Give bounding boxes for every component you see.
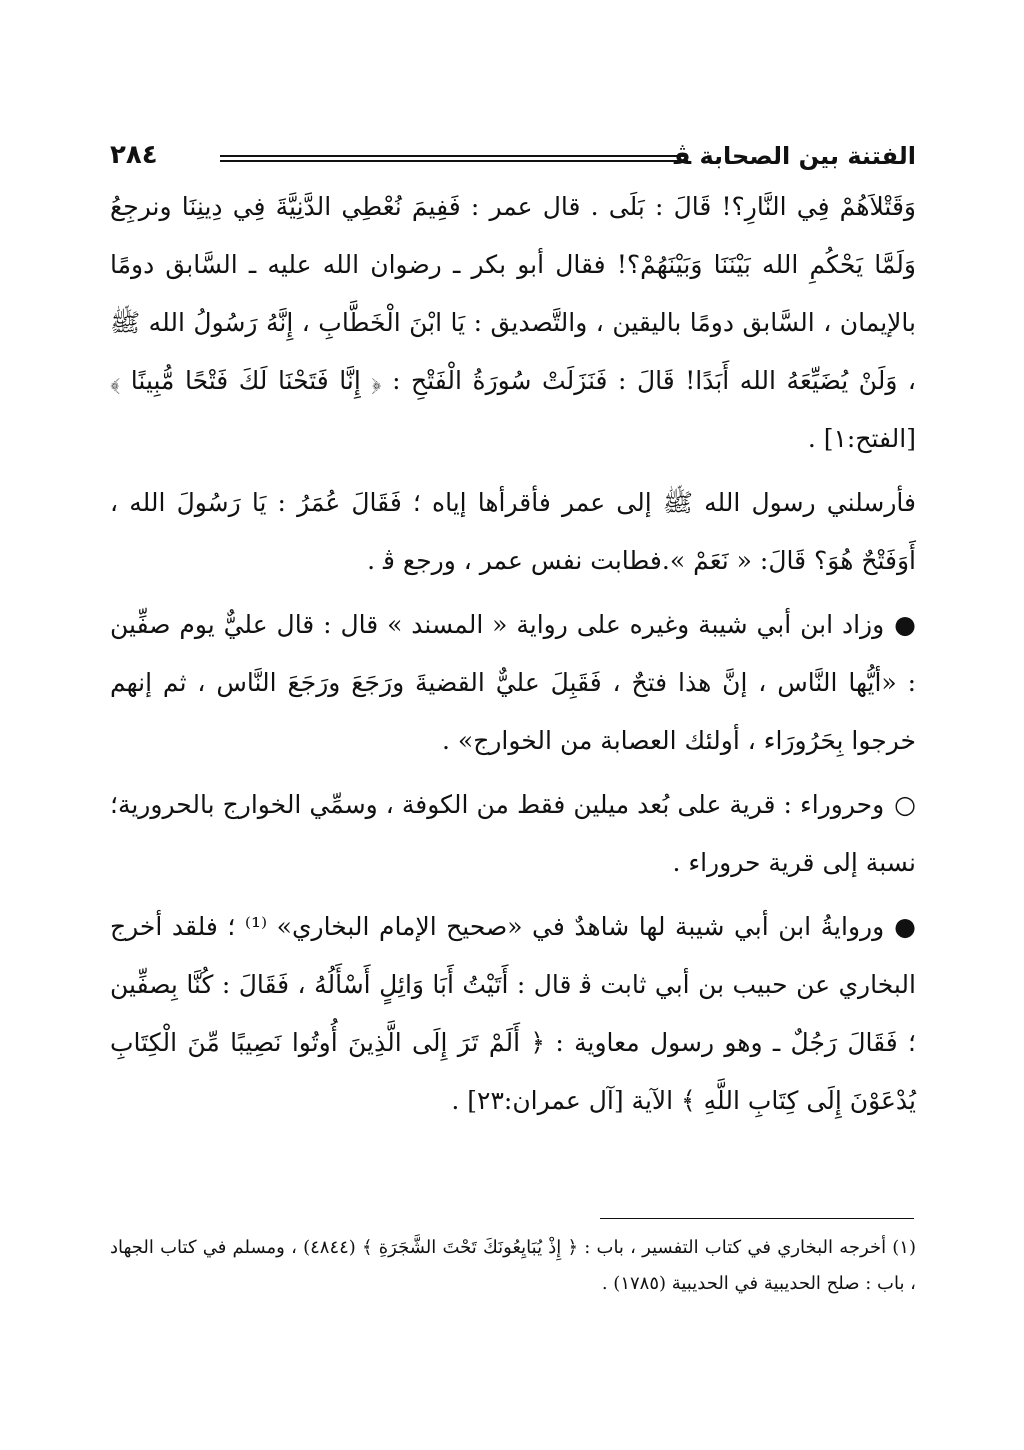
bullet-filled-icon: ●	[894, 610, 916, 639]
paragraph-text: فأرسلني رسول الله ﷺ إلى عمر فأقرأها إياه ؛ فَقَالَ عُمَرُ : يَا رَسُولَ الله ، أَوَفَتْحٌ هُوَ؟ قَالَ: « نَعَمْ ».فطابت نفس عمر ، ورجع ﭬ .	[110, 488, 916, 575]
header-rule	[220, 155, 688, 162]
bullet-filled-icon: ●	[894, 912, 916, 941]
page-number: ٢٨٤	[110, 140, 158, 170]
footnotes	[110, 1230, 916, 1302]
footnote: (١) أخرجه البخاري في كتاب التفسير ، باب : ﴿ إِذْ يُبَايِعُونَكَ تَحْتَ الشَّجَرَةِ ﴾ (٤٨٤٤) ، ومسلم في كتاب الجهاد ، باب : صلح الحديبية في الحديبية (١٧٨٥) .	[110, 1237, 916, 1294]
bullet-hollow-icon: ○	[894, 790, 916, 819]
paragraph	[110, 898, 916, 1130]
body-text	[110, 178, 916, 1130]
paragraph-text: وزاد ابن أبي شيبة وغيره على رواية « المسند » قال : قال عليٌّ يوم صفِّين : «أيُّها النَّاس ، إنَّ هذا فتحٌ ، فَقَبِلَ عليٌّ القضيةَ ورَجَعَ ورَجَعَ النَّاس ، ثم إنهم خرجوا بِحَرُورَاء ، أولئك العصابة من الخوارج» .	[110, 610, 916, 755]
footnote-separator	[600, 1218, 914, 1219]
running-title: الفتنة بين الصحابة ﭭ	[673, 142, 916, 170]
paragraph	[110, 596, 916, 770]
paragraph	[110, 474, 916, 590]
paragraph	[110, 776, 916, 892]
running-header	[110, 138, 916, 178]
paragraph	[110, 178, 916, 468]
paragraph-text: وحروراء : قرية على بُعد ميلين فقط من الكوفة ، وسمِّي الخوارج بالحرورية؛ نسبة إلى قرية حروراء .	[110, 790, 916, 877]
page	[110, 138, 916, 1136]
paragraph-text: وروايةُ ابن أبي شيبة لها شاهدٌ في «صحيح الإمام البخاري» ⁽¹⁾ ؛ فلقد أخرج البخاري عن حبيب بن أبي ثابت ﭬ قال : أَتَيْتُ أَبَا وَائِلٍ أَسْأَلُهُ ، فَقَالَ : كُنَّا بِصفِّين ؛ فَقَالَ رَجُلٌ ـ وهو رسول معاوية : ﴿ أَلَمْ تَرَ إِلَى الَّذِينَ أُوتُوا نَصِيبًا مِّنَ الْكِتَابِ يُدْعَوْنَ إِلَى كِتَابِ اللَّهِ ﴾ الآية [آل عمران:٢٣] .	[110, 912, 916, 1115]
paragraph-text: وَقَتْلاَهُمْ فِي النَّارِ؟! قَالَ : بَلَى . قال عمر : فَفِيمَ نُعْطِي الدَّنِيَّةَ فِي دِينِنَا ونرجِعُ وَلَمَّا يَحْكُمِ الله بَيْنَنَا وَبَيْنَهُمْ؟! فقال أبو بكر ـ رضوان الله عليه ـ السَّابق دومًا بالإيمان ، السَّابق دومًا باليقين ، والتَّصديق : يَا ابْنَ الْخَطَّابِ ، إِنَّهُ رَسُولُ الله ﷺ ، وَلَنْ يُضَيِّعَهُ الله أَبَدًا! قَالَ : فَنَزَلَتْ سُورَةُ الْفَتْحِ : ﴿ إِنَّا فَتَحْنَا لَكَ فَتْحًا مُّبِينًا ﴾ [الفتح:١] .	[110, 192, 916, 453]
